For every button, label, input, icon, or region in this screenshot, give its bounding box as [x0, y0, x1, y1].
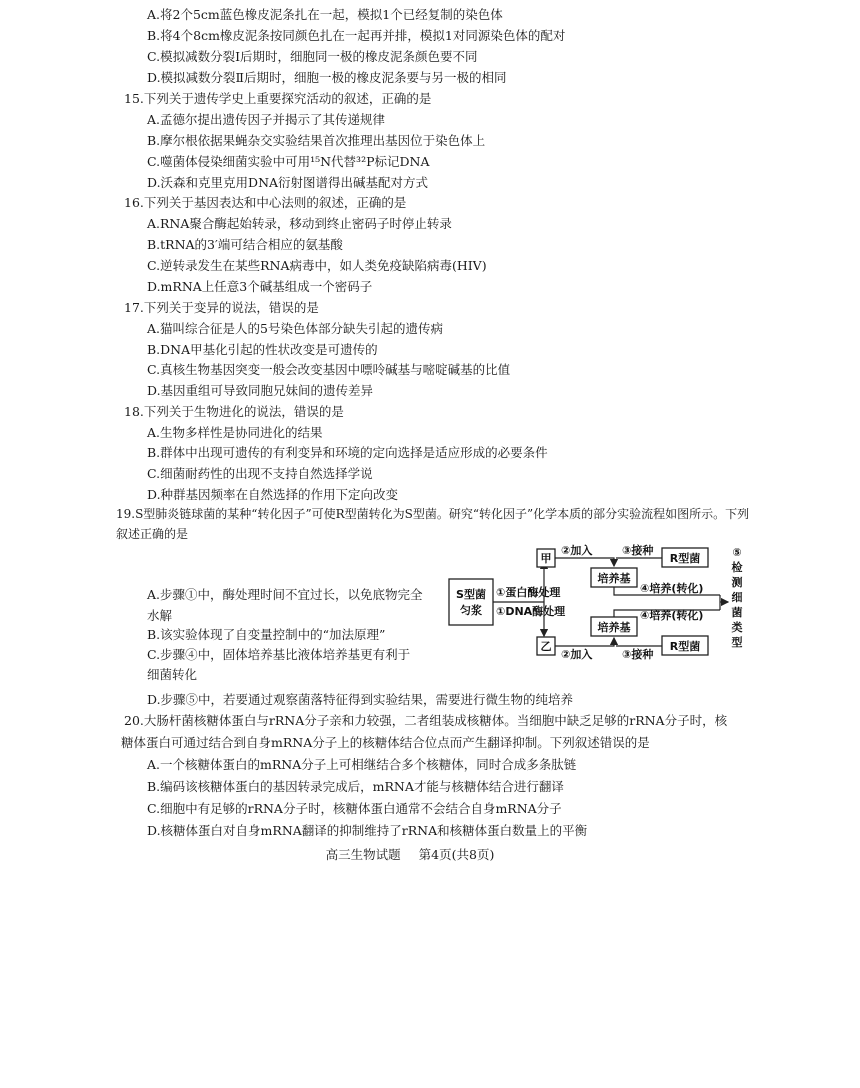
q15-option-a: A.孟德尔提出遗传因子并揭示了其传递规律	[147, 112, 386, 127]
q19-option-b: B.该实验体现了自变量控制中的“加法原理”	[147, 627, 386, 642]
medium-bottom-label: 培养基	[597, 621, 631, 634]
q20-stem-line1: 20.大肠杆菌核糖体蛋白与rRNA分子亲和力较强，二者组装成核糖体。当细胞中缺乏足够的rRNA分子时，核	[124, 713, 728, 728]
detect-char-2: 测	[731, 576, 743, 589]
s-box-label-1: S型菌	[456, 588, 486, 601]
inoculate-top-label: ③接种	[622, 544, 654, 557]
r-strain-bottom-label: R型菌	[669, 640, 701, 653]
q14-option-b: B.将4个8cm橡皮泥条按同颜色扎在一起再并排，模拟1对同源染色体的配对	[147, 28, 566, 43]
step1-protease-label: ①蛋白酶处理	[496, 586, 561, 599]
s-box-label-2: 匀浆	[460, 604, 482, 617]
q16-option-c: C.逆转录发生在某些RNA病毒中，如人类免疫缺陷病毒(HIV)	[147, 258, 487, 273]
culture-bottom-label: ④培养(转化)	[640, 609, 704, 622]
detect-char-5: 类	[731, 621, 743, 634]
q19-option-c-line2: 细菌转化	[147, 667, 198, 682]
q18-stem: 18.下列关于生物进化的说法，错误的是	[124, 404, 344, 419]
q20-option-d: D.核糖体蛋白对自身mRNA翻译的抑制维持了rRNA和核糖体蛋白数量上的平衡	[147, 823, 588, 838]
q14-option-a: A.将2个5cm蓝色橡皮泥条扎在一起，模拟1个已经复制的染色体	[147, 7, 503, 22]
yi-label: 乙	[540, 640, 552, 653]
q18-option-d: D.种群基因频率在自然选择的作用下定向改变	[147, 487, 399, 502]
q19-option-c-line1: C.步骤④中，固体培养基比液体培养基更有利于	[147, 647, 411, 662]
q19-option-d: D.步骤⑤中，若要通过观察菌落特征得到实验结果，需要进行微生物的纯培养	[147, 692, 574, 707]
q15-option-c: C.噬菌体侵染细菌实验中可用¹⁵N代替³²P标记DNA	[147, 154, 430, 169]
q19-stem-line1: 19.S型肺炎链球菌的某种“转化因子”可使R型菌转化为S型菌。研究“转化因子”化学本质的部分实验流程如图所示。下列	[116, 507, 750, 521]
q14-option-c: C.模拟减数分裂Ⅰ后期时，细胞同一极的橡皮泥条颜色要不同	[147, 49, 478, 64]
detect-char-4: 菌	[731, 606, 743, 619]
s-homogenate-box	[449, 579, 493, 625]
r-strain-top-label: R型菌	[669, 552, 701, 565]
culture-top-label: ④培养(转化)	[640, 582, 704, 595]
medium-top-label: 培养基	[597, 572, 631, 585]
arrow-yi-to-medium	[555, 638, 614, 646]
detect-char-3: 细	[731, 591, 743, 604]
q16-stem: 16.下列关于基因表达和中心法则的叙述，正确的是	[124, 195, 407, 210]
step1-dnase-label: ①DNA酶处理	[496, 605, 566, 618]
q18-option-c: C.细菌耐药性的出现不支持自然选择学说	[147, 466, 373, 481]
q17-stem: 17.下列关于变异的说法，错误的是	[124, 300, 319, 315]
q19-flow-diagram	[448, 544, 748, 666]
q16-option-b: B.tRNA的3′端可结合相应的氨基酸	[147, 237, 343, 252]
q16-option-d: D.mRNA上任意3个碱基组成一个密码子	[147, 279, 373, 294]
inoculate-bottom-label: ③接种	[622, 648, 654, 661]
q17-option-a: A.猫叫综合征是人的5号染色体部分缺失引起的遗传病	[147, 321, 443, 336]
q16-option-a: A.RNA聚合酶起始转录，移动到终止密码子时停止转录	[147, 216, 452, 231]
q15-stem: 15.下列关于遗传学史上重要探究活动的叙述，正确的是	[124, 91, 432, 106]
q19-option-a-line2: 水解	[147, 608, 173, 623]
footer-title: 高三生物试题	[325, 847, 401, 862]
q19-stem-line2: 叙述正确的是	[116, 527, 189, 541]
q19-option-a-line1: A.步骤①中，酶处理时间不宜过长，以免底物完全	[147, 587, 423, 602]
flow-diagram-svg	[448, 544, 748, 666]
q17-option-c: C.真核生物基因突变一般会改变基因中嘌呤碱基与嘧啶碱基的比值	[147, 362, 511, 377]
detect-char-6: 型	[731, 636, 743, 649]
q18-option-a: A.生物多样性是协同进化的结果	[147, 425, 323, 440]
q20-option-a: A.一个核糖体蛋白的mRNA分子上可相继结合多个核糖体，同时合成多条肽链	[147, 757, 577, 772]
q20-stem-line2: 糖体蛋白可通过结合到自身mRNA分子上的核糖体结合位点而产生翻译抑制。下列叙述错误的是	[121, 735, 650, 750]
q15-option-b: B.摩尔根依据果蝇杂交实验结果首次推理出基因位于染色体上	[147, 133, 486, 148]
q20-option-c: C.细胞中有足够的rRNA分子时，核糖体蛋白通常不会结合自身mRNA分子	[147, 801, 562, 816]
add-bottom-label: ②加入	[561, 648, 593, 661]
q17-option-b: B.DNA甲基化引起的性状改变是可遗传的	[147, 342, 378, 357]
arrow-jia-to-medium	[555, 558, 614, 566]
jia-label: 甲	[540, 552, 552, 565]
add-top-label: ②加入	[561, 544, 593, 557]
q20-option-b: B.编码该核糖体蛋白的基因转录完成后，mRNA才能与核糖体结合进行翻译	[147, 779, 564, 794]
q18-option-b: B.群体中出现可遗传的有利变异和环境的定向选择是适应形成的必要条件	[147, 445, 548, 460]
detect-char-0: ⑤	[732, 546, 742, 559]
q17-option-d: D.基因重组可导致同胞兄妹间的遗传差异	[147, 383, 374, 398]
detect-char-1: 检	[731, 561, 743, 574]
page-footer	[0, 845, 860, 865]
q15-option-d: D.沃森和克里克用DNA衍射图谱得出碱基配对方式	[147, 175, 429, 190]
q14-option-d: D.模拟减数分裂Ⅱ后期时，细胞一极的橡皮泥条要与另一极的相同	[147, 70, 507, 85]
footer-page-number: 第4页(共8页)	[418, 847, 495, 862]
